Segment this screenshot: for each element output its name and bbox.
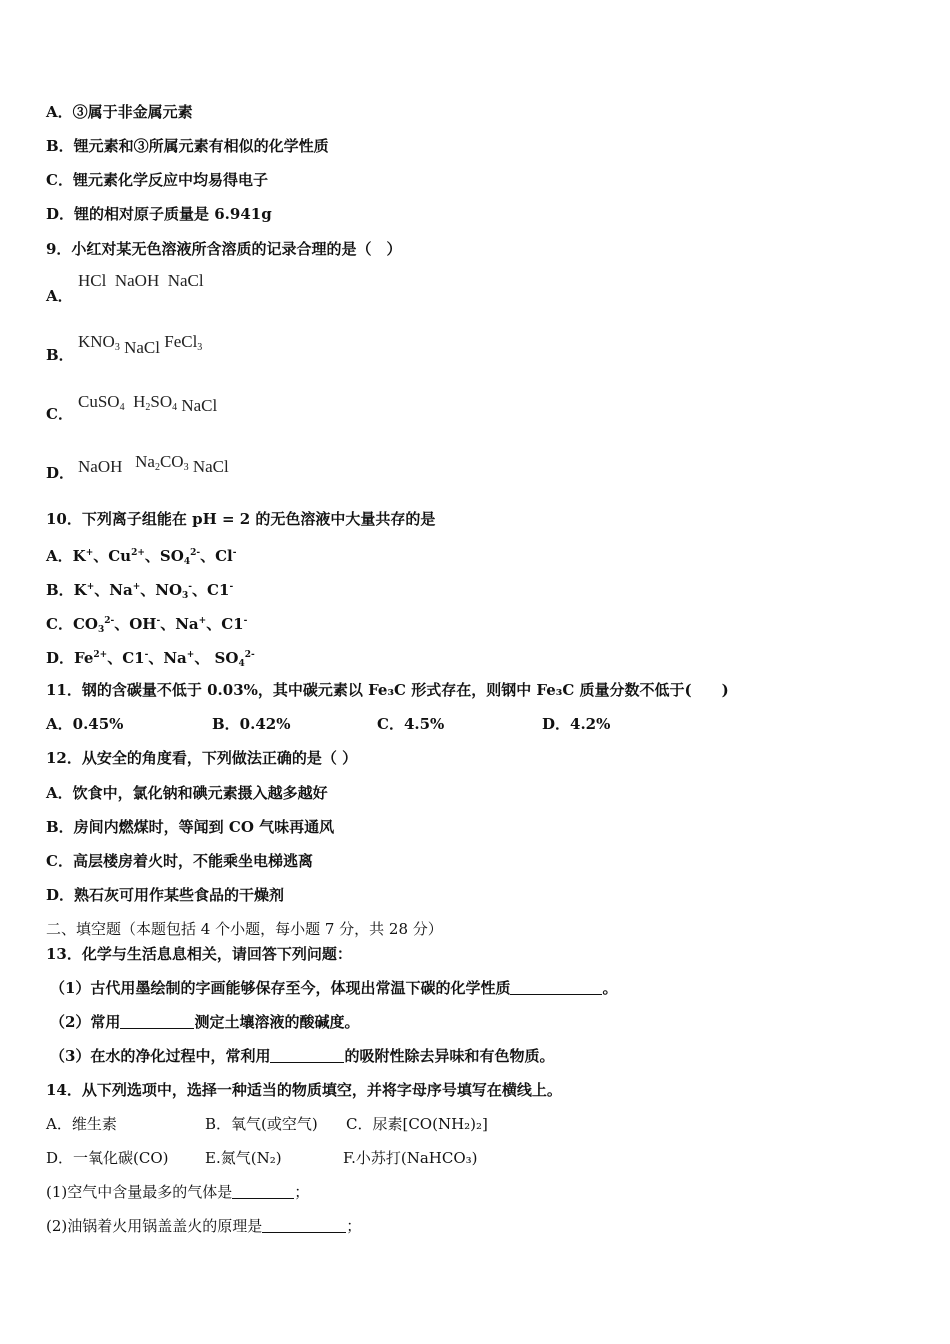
q10-option-a: A．K+、$Cu^{2+}$、$SO_4^{2-}$、Cl-	[46, 547, 237, 567]
formula-item: NaCl	[124, 338, 160, 357]
q11-option-d: D．4.2%	[542, 715, 611, 733]
formula-subscript: 2	[154, 462, 160, 473]
q11-option-b: B．0.42%	[212, 715, 291, 733]
q14-option-b: B．氧气(或空气)	[205, 1115, 318, 1133]
formula-subscript: 2	[145, 402, 151, 413]
q12-option-b: B．房间内燃煤时，等闻到 CO 气味再通风	[46, 818, 335, 836]
formula-item: FeCl	[164, 332, 198, 351]
q9-option-c-label: C．	[46, 405, 73, 423]
q14-option-f: F.小苏打(NaHCO₃)	[343, 1149, 478, 1167]
q10-option-d: D．$Fe^{2+}$、C1-、Na+、 $SO_4^{2-}$	[46, 649, 255, 669]
section-heading: 二、填空题（本题包括 4 个小题，每小题 7 分，共 28 分）	[46, 920, 443, 938]
q10-stem: 10．下列离子组能在 pH = 2 的无色溶液中大量共存的是	[46, 510, 436, 528]
q9-option-a-label: A．	[46, 287, 73, 305]
answer-blank[interactable]	[510, 980, 602, 995]
q14-option-a: A．维生素	[46, 1115, 117, 1133]
q12-option-a: A．饮食中，氯化钠和碘元素摄入越多越好	[46, 784, 328, 802]
q14-part1: (1)空气中含量最多的气体是 ；	[46, 1183, 310, 1201]
q12-option-d: D．熟石灰可用作某些食品的干燥剂	[46, 886, 285, 904]
q8-option-a: A．③属于非金属元素	[46, 103, 193, 121]
q13-stem: 13．化学与生活息息相关，请回答下列问题：	[46, 945, 352, 963]
answer-blank[interactable]	[270, 1048, 344, 1063]
q9-option-b-formula	[78, 332, 203, 357]
answer-blank[interactable]	[232, 1184, 294, 1199]
formula-item: NaOH	[78, 457, 123, 476]
q9-option-a-formula	[78, 271, 204, 291]
q13-part1: （1）古代用墨绘制的字画能够保存至今，体现出常温下碳的化学性质 。	[50, 979, 618, 997]
q14-option-e: E.氮气(N₂)	[205, 1149, 282, 1167]
q11-option-c: C．4.5%	[377, 715, 445, 733]
q13-part2: （2）常用 测定土壤溶液的酸碱度。	[50, 1013, 360, 1031]
formula-item: SO	[150, 392, 173, 411]
formula-subscript: 3	[114, 342, 120, 353]
formula-subscript: 4	[172, 402, 178, 413]
formula-item: CuSO	[78, 392, 120, 411]
formula-item: NaCl	[192, 457, 229, 476]
q8-option-d: D．锂的相对原子质量是 6.941g	[46, 205, 272, 223]
formula-item: NaCl	[167, 271, 204, 290]
formula-subscript: 3	[197, 342, 203, 353]
q14-option-d: D．一氧化碳(CO)	[46, 1149, 169, 1167]
formula-subscript: 4	[119, 402, 125, 413]
q12-stem: 12．从安全的角度看，下列做法正确的是（ ）	[46, 749, 358, 767]
q8-option-b: B．锂元素和③所属元素有相似的化学性质	[46, 137, 329, 155]
q8-option-c: C．锂元素化学反应中均易得电子	[46, 171, 268, 189]
formula-item: CO	[159, 452, 184, 471]
formula-item: KNO	[78, 332, 115, 351]
q14-part2: (2)油锅着火用锅盖盖火的原理是 ；	[46, 1217, 362, 1235]
formula-item: HCl	[78, 271, 107, 290]
answer-blank[interactable]	[120, 1014, 194, 1029]
q14-stem: 14．从下列选项中，选择一种适当的物质填空，并将字母序号填写在横线上。	[46, 1081, 562, 1099]
q12-option-c: C．高层楼房着火时，不能乘坐电梯逃离	[46, 852, 313, 870]
formula-item: NaOH	[114, 271, 160, 290]
formula-item: Na	[135, 452, 155, 471]
q9-option-d-formula	[78, 452, 229, 476]
q11-stem: 11．钢的含碳量不低于 0.03%，其中碳元素以 Fe₃C 形式存在，则钢中 Fe₃C 质量分数不低于( )	[46, 681, 729, 699]
q9-option-b-label: B．	[46, 346, 74, 364]
q13-part3: （3）在水的净化过程中，常利用 的吸附性除去异味和有色物质。	[50, 1047, 555, 1065]
q9-option-d-label: D．	[46, 464, 75, 482]
q10-option-c: C．$CO_3^{2-}$、OH-、Na+、C1-	[46, 615, 248, 635]
q14-option-c: C．尿素[CO(NH₂)₂]	[346, 1115, 488, 1133]
formula-item: H	[133, 392, 146, 411]
q10-option-b: B．K+、Na+、$NO_3^-$、C1-	[46, 581, 234, 601]
answer-blank[interactable]	[262, 1218, 346, 1233]
q9-option-c-formula	[78, 392, 217, 413]
q9-stem: 9．小红对某无色溶液所含溶质的记录合理的是（ ）	[46, 240, 402, 258]
q11-option-a: A．0.45%	[46, 715, 124, 733]
formula-item: NaCl	[181, 396, 218, 415]
formula-subscript: 3	[183, 462, 189, 473]
